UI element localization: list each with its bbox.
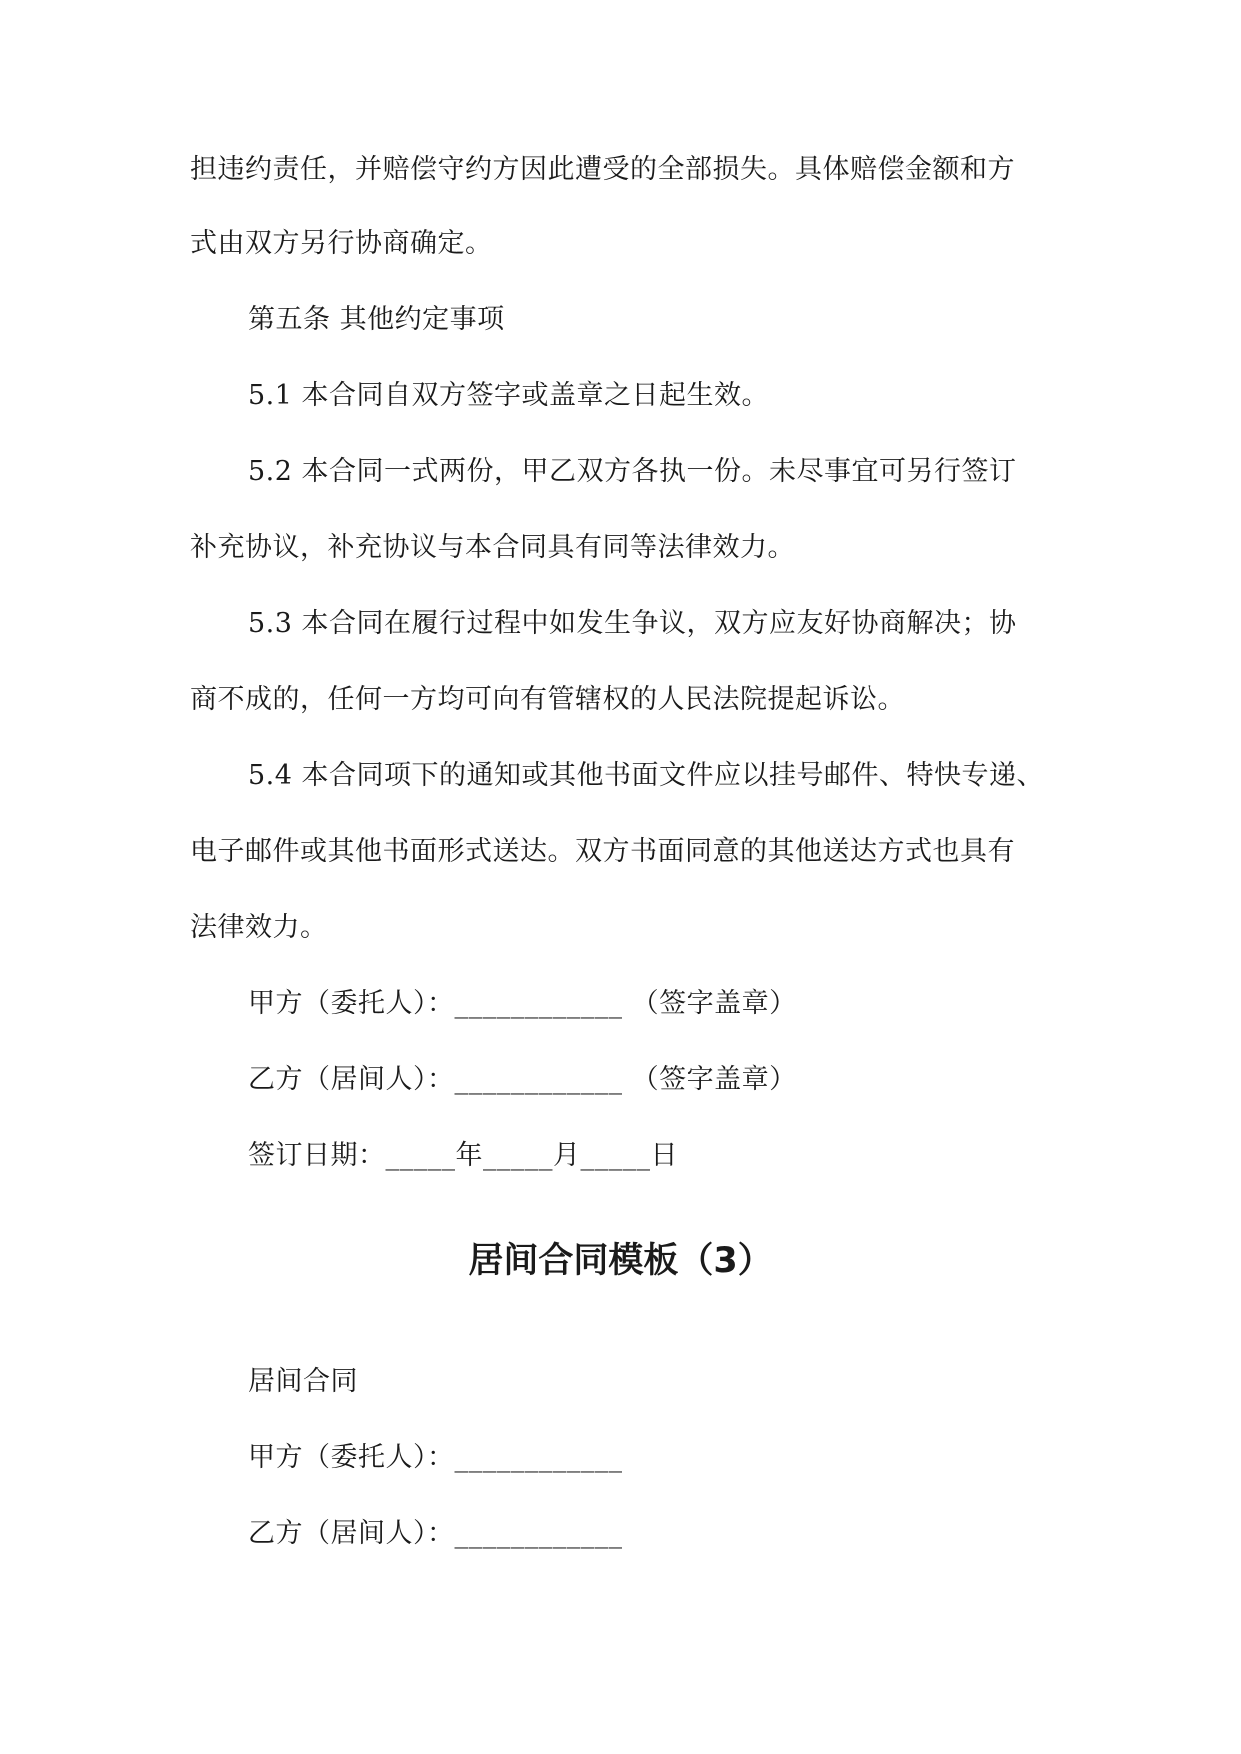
- paragraph-line: 担违约责任，并赔偿守约方因此遭受的全部损失。具体赔偿金额和方: [190, 154, 1015, 185]
- signature-party-a: 甲方（委托人）：____________ （签字盖章）: [248, 988, 797, 1019]
- signature-party-b: 乙方（居间人）：____________ （签字盖章）: [248, 1064, 797, 1095]
- party-a-line: 甲方（委托人）：____________: [248, 1442, 623, 1473]
- party-b-line: 乙方（居间人）：____________: [248, 1518, 623, 1549]
- signature-date: 签订日期：_____年_____月_____日: [248, 1140, 678, 1171]
- clause-5-4: 5.4 本合同项下的通知或其他书面文件应以挂号邮件、特快专递、: [248, 760, 1045, 791]
- contract-subtitle: 居间合同: [248, 1366, 358, 1397]
- paragraph-line: 式由双方另行协商确定。: [190, 228, 493, 259]
- clause-5-1: 5.1 本合同自双方签字或盖章之日起生效。: [248, 380, 770, 411]
- clause-5-3: 5.3 本合同在履行过程中如发生争议，双方应友好协商解决；协: [248, 608, 1017, 639]
- clause-5-3-cont: 商不成的，任何一方均可向有管辖权的人民法院提起诉讼。: [190, 684, 905, 715]
- clause-5-4-cont: 法律效力。: [190, 912, 328, 943]
- clause-5-4-cont: 电子邮件或其他书面形式送达。双方书面同意的其他送达方式也具有: [190, 836, 1015, 867]
- clause-5-2: 5.2 本合同一式两份，甲乙双方各执一份。未尽事宜可另行签订: [248, 456, 1017, 487]
- clause-5-2-cont: 补充协议，补充协议与本合同具有同等法律效力。: [190, 532, 795, 563]
- article-heading: 第五条 其他约定事项: [248, 304, 505, 335]
- section-title: 居间合同模板（3）: [468, 1241, 773, 1281]
